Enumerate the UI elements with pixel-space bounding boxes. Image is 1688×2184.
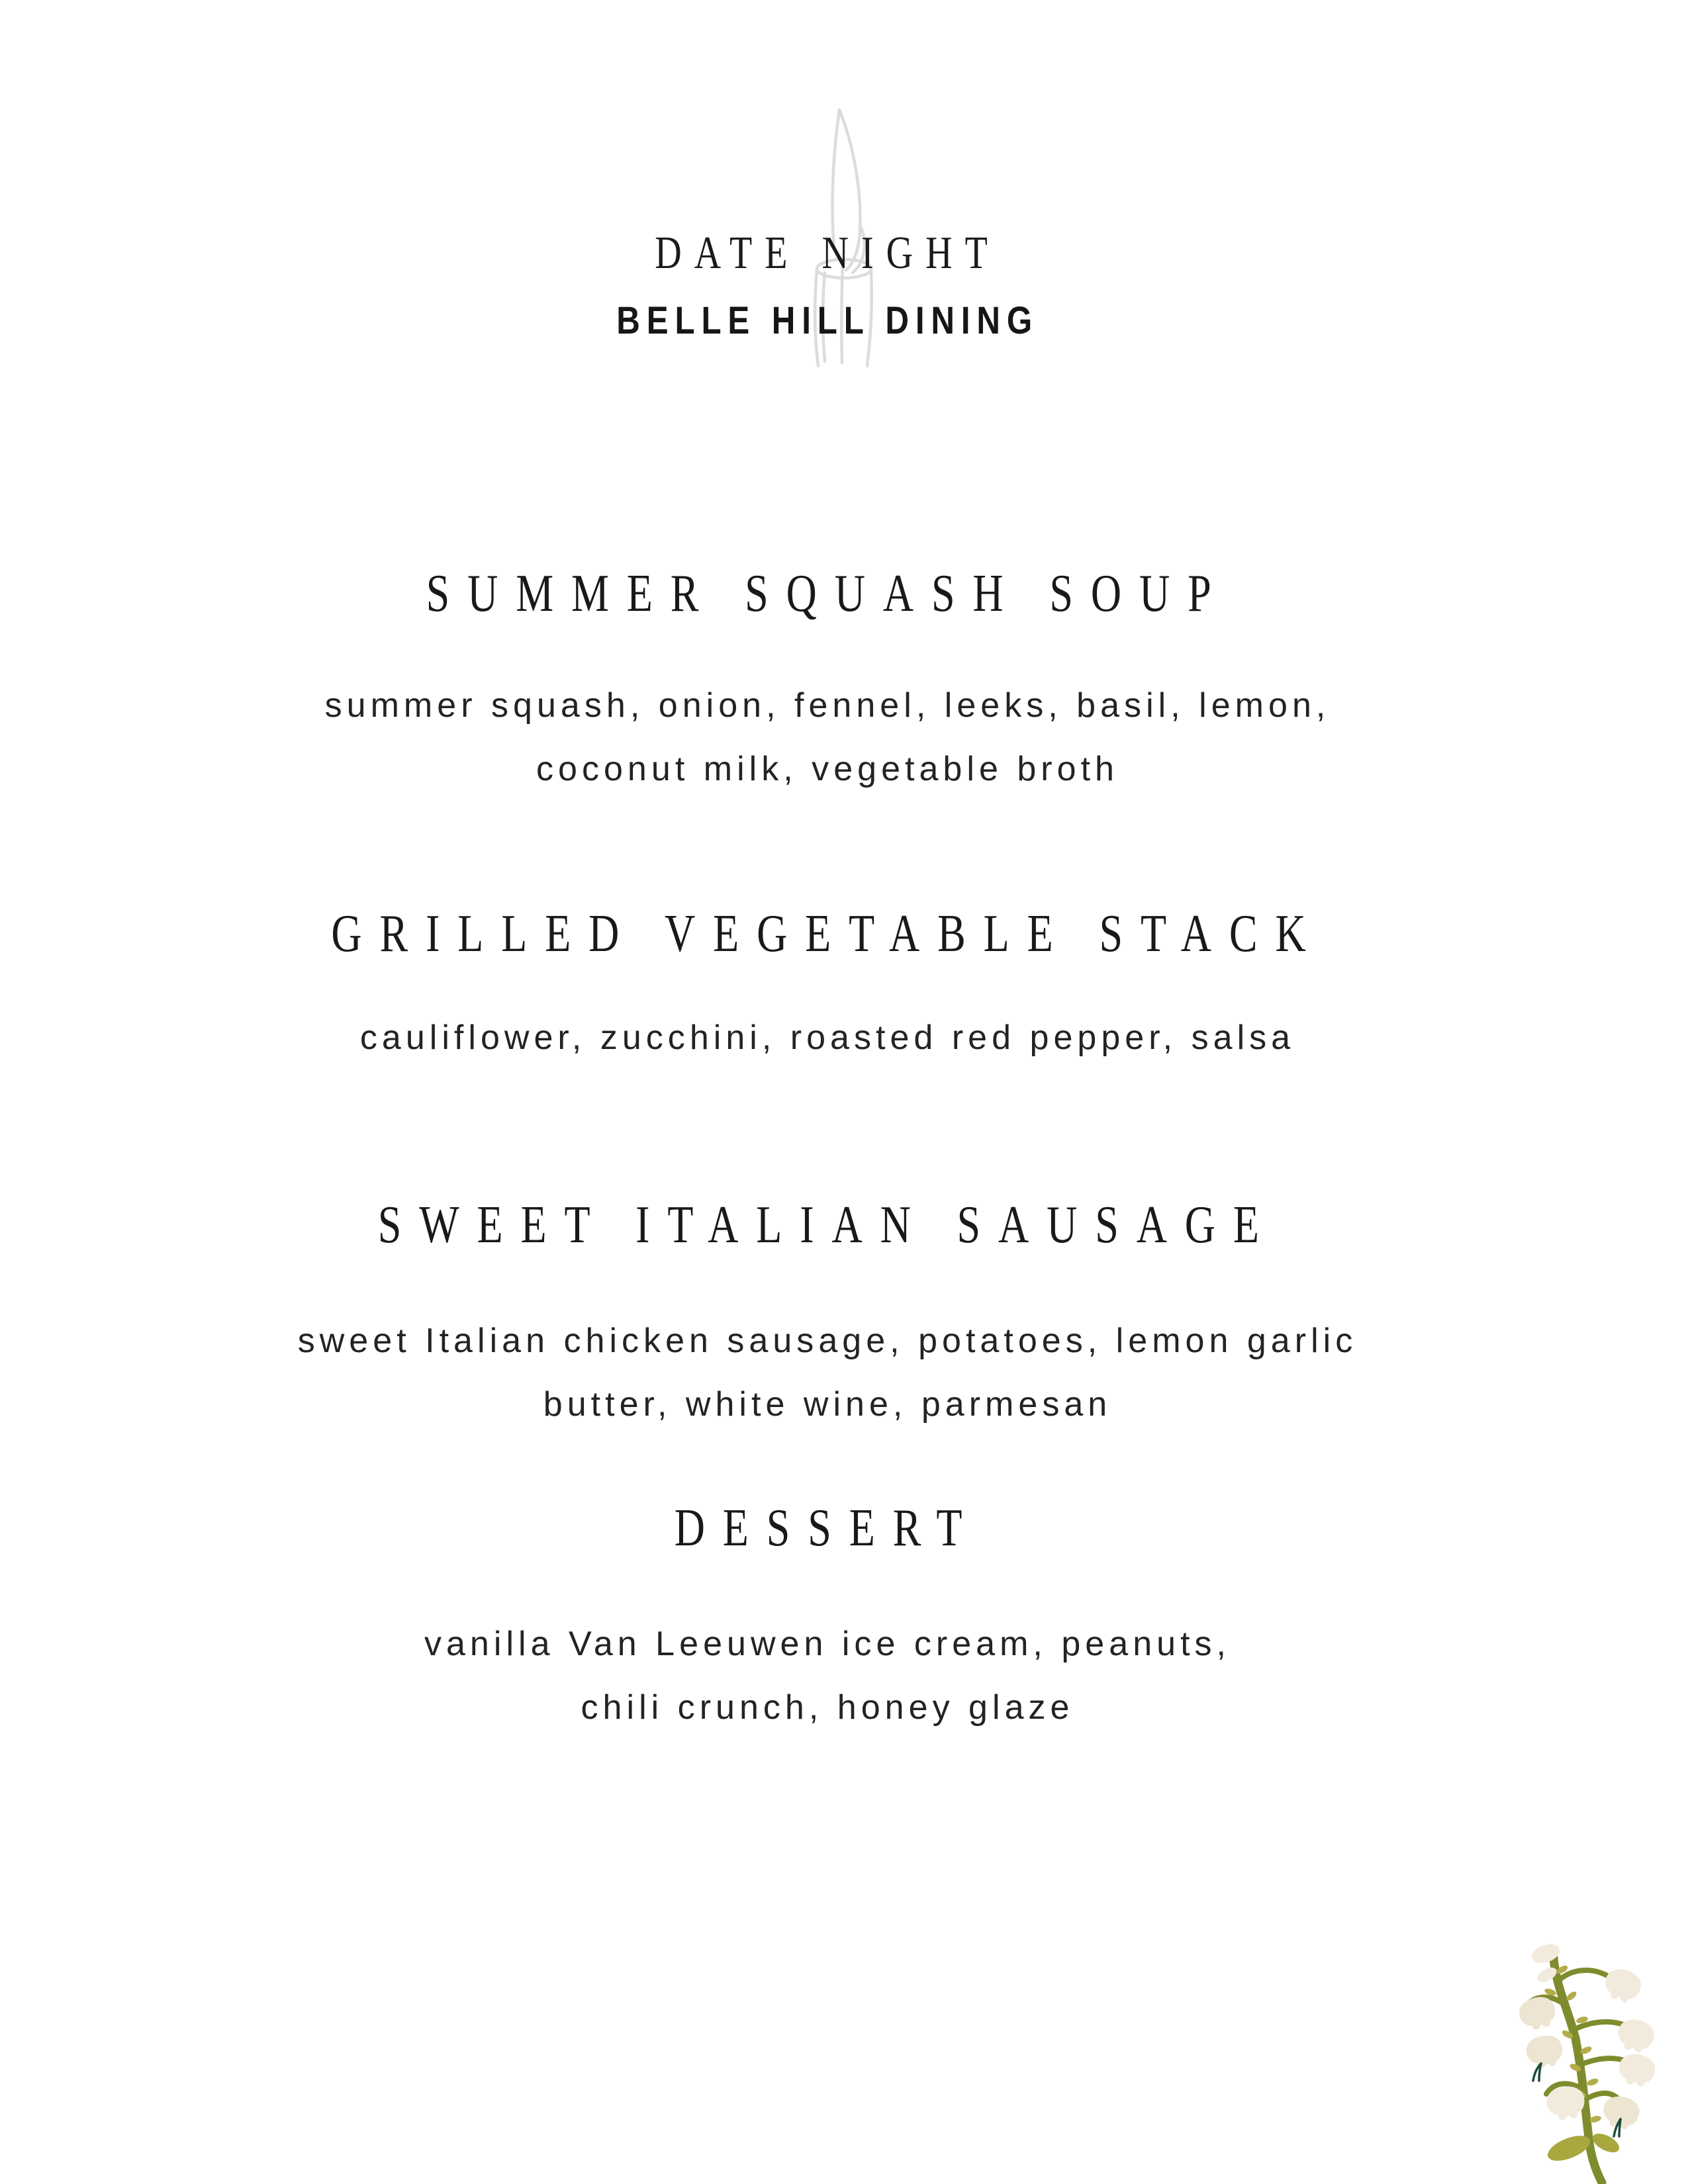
section-description-dessert — [0, 1612, 1655, 1739]
section-heading-sweet-italian-sausage: SWEET ITALIAN SAUSAGE — [377, 1196, 1278, 1254]
description-line: butter, white wine, parmesan — [543, 1385, 1112, 1424]
page-title — [0, 230, 1655, 277]
section-heading-grilled-vegetable-stack: GRILLED VEGETABLE STACK — [331, 905, 1324, 963]
section-heading-summer-squash-soup: SUMMER SQUASH SOUP — [426, 565, 1229, 623]
description-line: sweet Italian chicken sausage, potatoes, lemon garlic — [297, 1322, 1358, 1360]
lily-of-the-valley-icon — [1503, 1919, 1668, 2184]
section-description-sweet-italian-sausage — [0, 1309, 1655, 1436]
section-heading-dessert: DESSERT — [675, 1499, 980, 1557]
section-description-grilled-vegetable-stack — [0, 1006, 1655, 1069]
page-title-text: DATE NIGHT — [655, 228, 1000, 279]
description-line: coconut milk, vegetable broth — [536, 750, 1119, 788]
section-description-summer-squash-soup — [0, 674, 1655, 801]
description-line: cauliflower, zucchini, roasted red pepper, salsa — [359, 1019, 1295, 1057]
page-subtitle — [0, 299, 1655, 342]
description-line: vanilla Van Leeuwen ice cream, peanuts, — [424, 1625, 1231, 1663]
page-subtitle-text: BELLE HILL DINING — [616, 299, 1039, 342]
description-line: summer squash, onion, fennel, leeks, basil, lemon, — [324, 686, 1331, 725]
description-line: chili crunch, honey glaze — [581, 1688, 1074, 1727]
